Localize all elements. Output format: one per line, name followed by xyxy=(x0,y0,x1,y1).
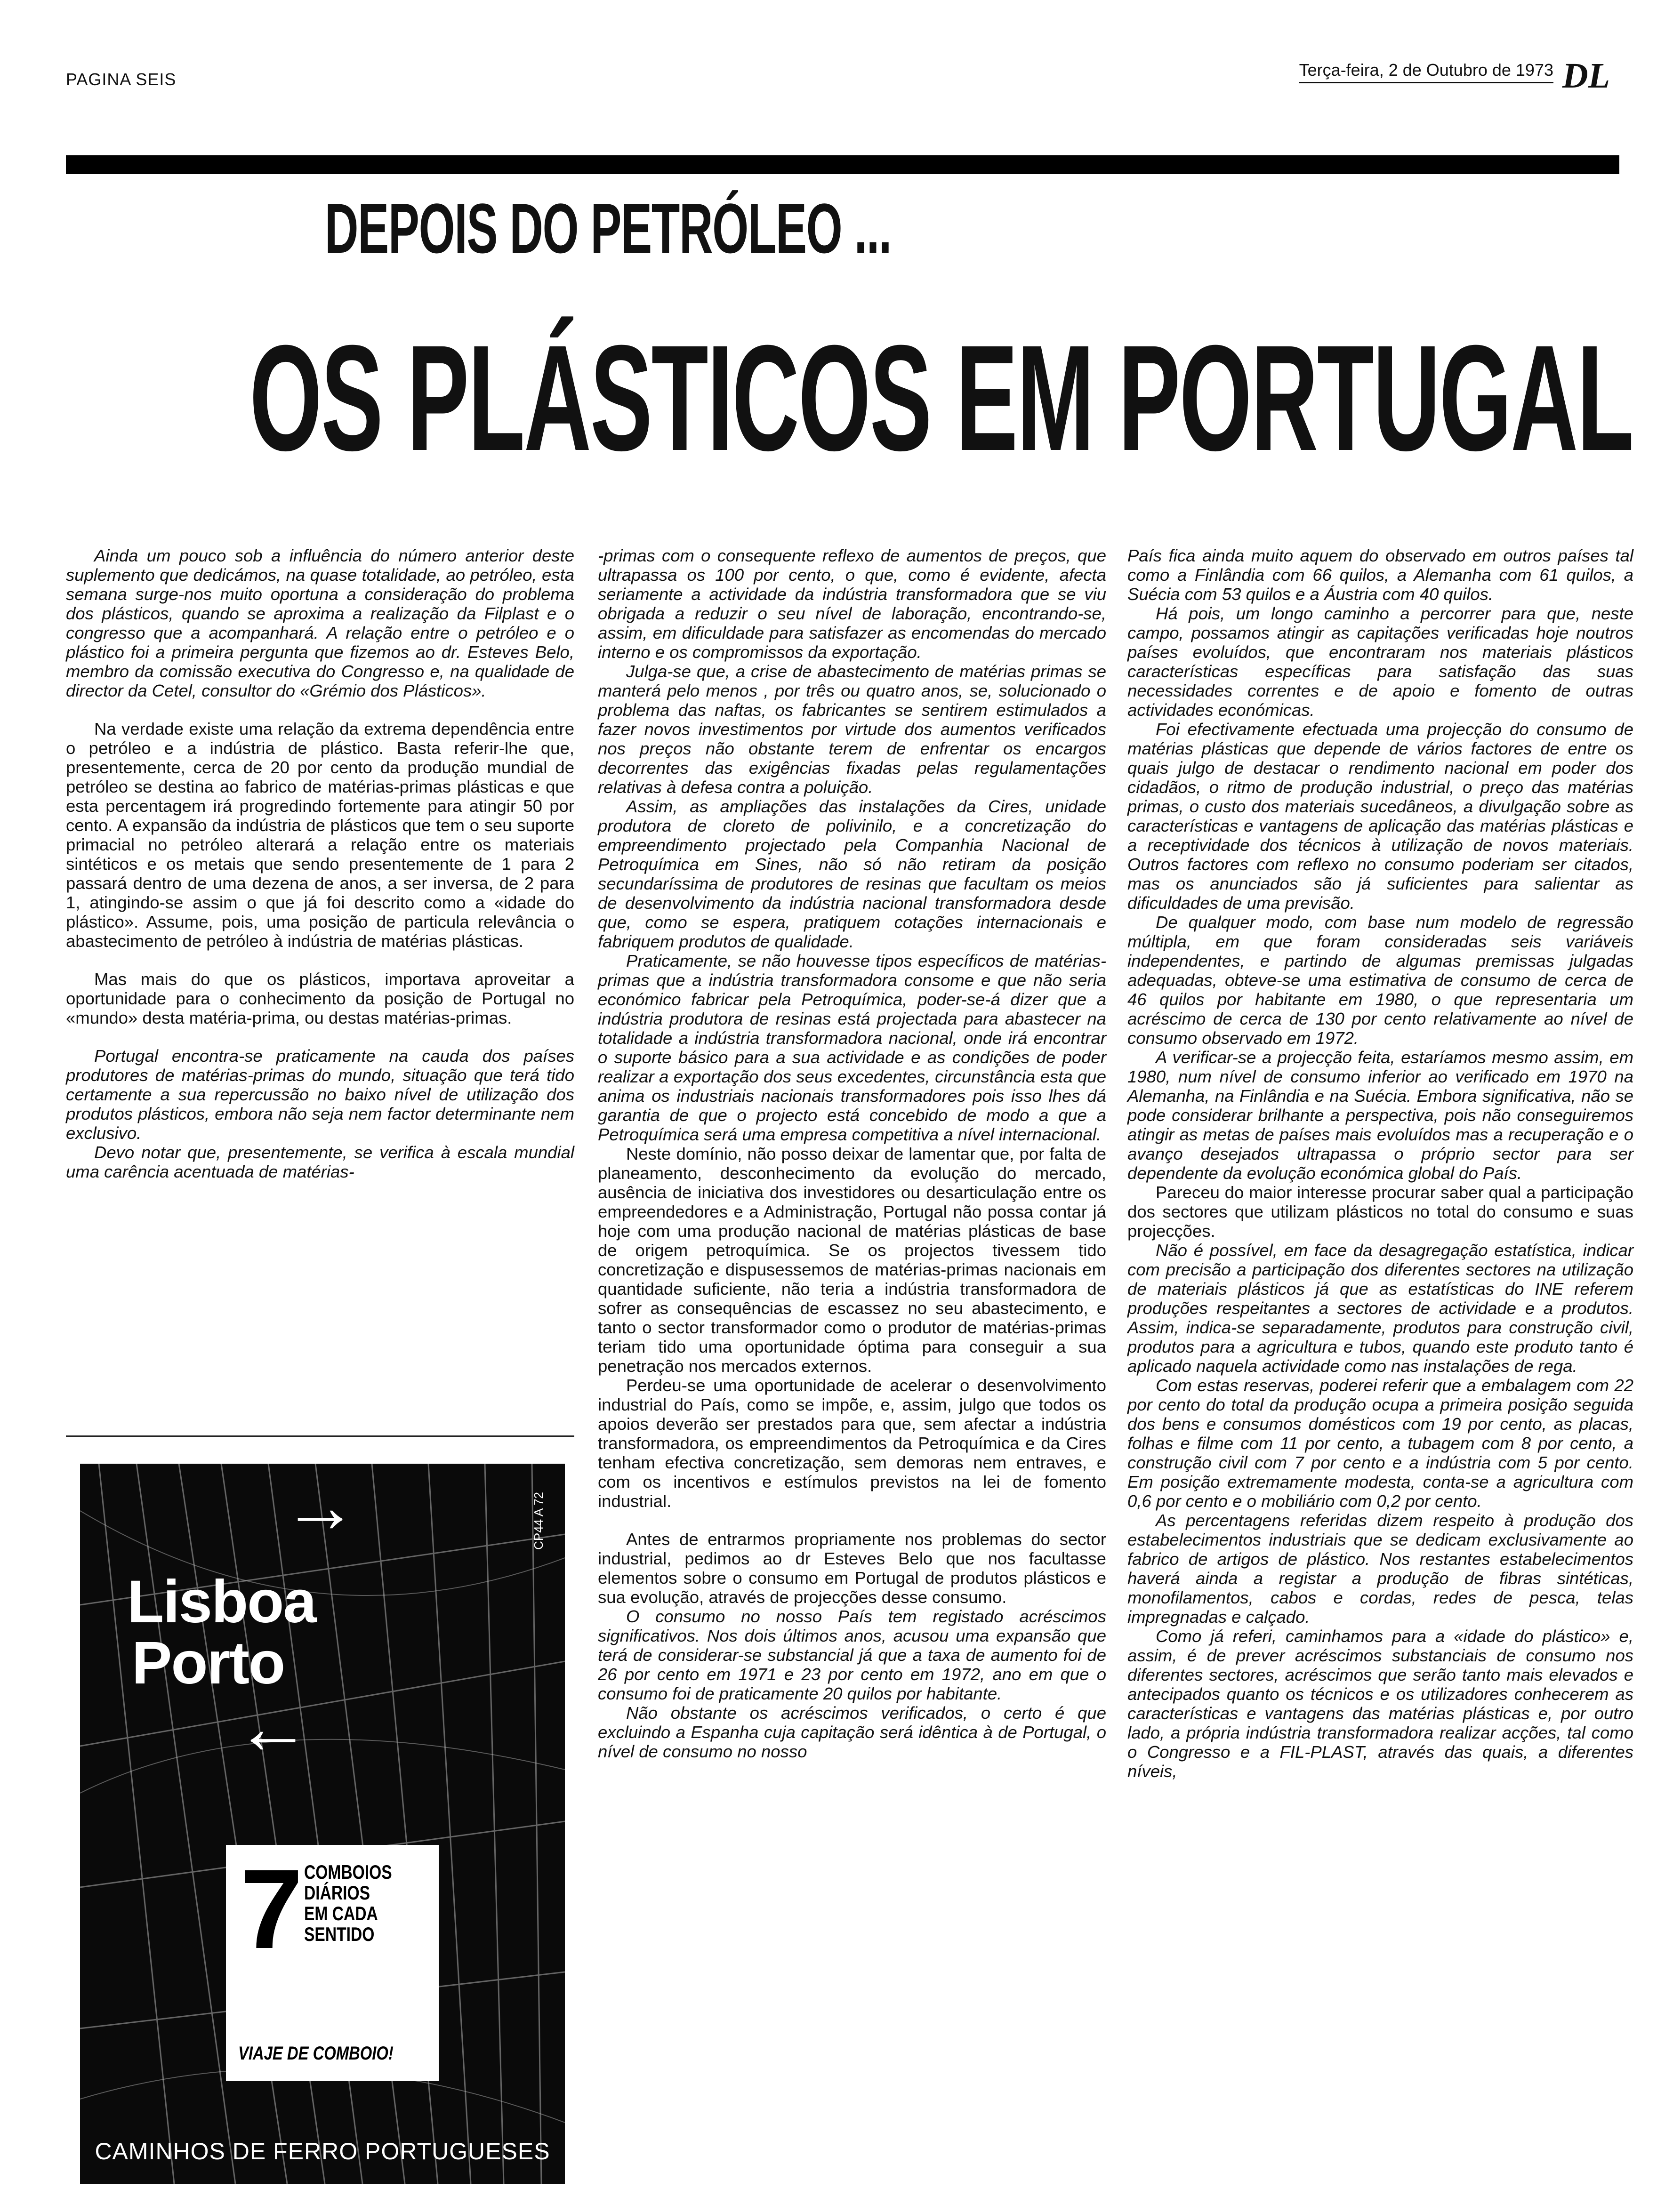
article-paragraph: A verificar-se a projecção feita, estaríamos mesmo assim, em 1980, num nível de consumo inferior ao verificado em 1970 na Alemanha, na Finlândia e na Suécia. Embora significativa, não se pode considerar brilhante a perspectiva, pois não conseguiremos atingir as metas de países mais evoluídos mas a recuperação e o avanço desejados ultrapassa o próprio sector para ser dependente da evolução económica global do País. xyxy=(1127,1048,1633,1183)
article-paragraph: Há pois, um longo caminho a percorrer para que, neste campo, possamos atingir as capitações verificadas hoje noutros países evoluídos, que encontraram nos materiais plásticos características específicas para satisfação das suas necessidades correntes e de apoio e fomento de outras actividades económicas. xyxy=(1127,604,1633,720)
article-paragraph: O consumo no nosso País tem registado acréscimos significativos. Nos dois últimos anos, acusou uma expansão que terá de considerar-se substancial já que a taxa de aumento foi de 26 por cento em 1971 e 23 por cento em 1972, ano em que o consumo foi de praticamente 20 quilos por habitante. xyxy=(598,1607,1106,1703)
article-paragraph: Com estas reservas, poderei referir que a embalagem com 22 por cento do total da produção ocupa a primeira posição seguida dos bens e consumos domésticos com 19 por cento, as placas, folhas e filme com 11 por cento, a tubagem com 8 por cento, a construção civil com 7 por cento e a indústria com 5 por cento. Em posição extremamente modesta, conta-se a agricultura com 0,6 por cento e o mobiliário com 0,2 por cento. xyxy=(1127,1376,1633,1511)
article-paragraph: Assim, as ampliações das instalações da Cires, unidade produtora de cloreto de polivinilo, e a concretização do empreendimento projectado pela Companhia Nacional de Petroquímica em Sines, não só não retiram da posição secundaríssima de produtores de resinas que facultam os meios de desenvolvimento da indústria nacional transformadora desde que, como se espera, pratiquem cotações internacionais e fabriquem produtos de qualidade. xyxy=(598,797,1106,951)
ad-trains-line2: DIÁRIOS xyxy=(304,1882,370,1904)
article-paragraph: País fica ainda muito aquem do observado em outros países tal como a Finlândia com 66 quilos, a Alemanha com 61 quilos, a Suécia com 53 quilos e a Áustria com 40 quilos. xyxy=(1127,546,1633,604)
ad-trains-line4: SENTIDO xyxy=(304,1923,375,1945)
ad-footer: CAMINHOS DE FERRO PORTUGUESES xyxy=(95,2138,550,2164)
article-paragraph: Julga-se que, a crise de abastecimento de matérias primas se manterá pelo menos , por três ou quatro anos, se, solucionado o problema das naftas, os fabricantes se sentirem estimulados a fazer novos investimentos por virtude dos aumentos verificados nos preços não obstante terem de enfrentar os encargos decorrentes das exigências fixadas pelas regulamentações relativas à defesa contra a poluição. xyxy=(598,662,1106,797)
headline-title: OS PLÁSTICOS EM PORTUGAL xyxy=(249,313,1633,482)
arrow-left-icon: ← xyxy=(235,1685,311,1769)
masthead-logo: DL xyxy=(1562,56,1610,96)
article-column-3 xyxy=(1127,546,1633,1781)
headline-kicker: DEPOIS DO PETRÓLEO ... xyxy=(325,189,892,268)
article-paragraph: -primas com o consequente reflexo de aumentos de preços, que ultrapassa os 100 por cento, o que, como é evidente, afecta seriamente a actividade da indústria transformadora que se viu obrigada a reduzir o seu nível de laboração, encontrando-se, assim, em dificuldade para satisfazer as encomendas do mercado interno e os compromissos da exportação. xyxy=(598,546,1106,662)
article-column-1 xyxy=(66,546,574,1181)
article-paragraph: As percentagens referidas dizem respeito à produção dos estabelecimentos industriais que se dedicam exclusivamente ao fabrico de artigos de plástico. Nos restantes estabelecimentos haverá ainda a registar a produção de fibras sintéticas, monofilamentos, cabos e cordas, redes de pesca, telas impregnadas e calçado. xyxy=(1127,1511,1633,1627)
ad-trains-text xyxy=(304,1862,392,1945)
arrow-right-icon: → xyxy=(282,1464,358,1548)
article-column-2 xyxy=(598,546,1106,1761)
ad-top-rule xyxy=(66,1435,574,1437)
article-paragraph: Neste domínio, não posso deixar de lamentar que, por falta de planeamento, desconhecimento da evolução do mercado, ausência de iniciativa dos investidores ou desarticulação entre os empreendedores e a Administração, Portugal não possa contar já hoje com uma produção nacional de matérias plásticas de base de origem petroquímica. Se os projectos tivessem tido concretização e dispusessemos de matérias-primas nacionais em quantidade suficiente, não teria a indústria transformadora de sofrer as consequências de escassez no seu abastecimento, e tanto o sector transformador como o produtor de matérias-primas teriam tido uma oportunidade óptima para conseguir a sua penetração nos mercados externos. xyxy=(598,1144,1106,1376)
ad-slogan: VIAJE DE COMBOIO! xyxy=(238,2043,394,2064)
article-paragraph: Praticamente, se não houvesse tipos específicos de matérias-primas que a indústria transformadora consome e que não seria económico fabricar pela Petroquímica, poder-se-á dizer que a indústria produtora de resinas está projectada para abastecer na totalidade a indústria transformadora nacional, onde irá encontrar o suporte básico para a sua actividade e as condições de poder realizar a exportação dos seus excedentes, circunstância esta que anima os industriais nacionais transformadores pois isso lhes dá garantia de que o projecto está concebido de modo a que a Petroquímica será uma empresa competitiva a nível internacional. xyxy=(598,951,1106,1144)
page-header-date: Terça-feira, 2 de Outubro de 1973 xyxy=(1299,60,1553,83)
ad-trains-line1: COMBOIOS xyxy=(304,1861,392,1883)
article-paragraph: Perdeu-se uma oportunidade de acelerar o desenvolvimento industrial do País, como se impõe, e, assim, julgo que todos os apoios deverão ser prestados para que, sem afectar a indústria transformadora, os empreendimentos da Petroquímica e da Cires tenham efectiva concretização, sem demoras nem entraves, e com os incentivos e estímulos previstos na lei de fomento industrial. xyxy=(598,1376,1106,1511)
article-paragraph: Não é possível, em face da desagregação estatística, indicar com precisão a participação dos diferentes sectores na utilização de materiais plásticos já que as estatísticas do INE referem produções respeitantes a sectores de actividade e a produtos. Assim, indica-se separadamente, produtos para construção civil, produtos para a agricultura e tubos, quando este produto tanto é aplicado naquela actividade como nas instalações de rega. xyxy=(1127,1241,1633,1376)
ad-number: 7 xyxy=(240,1846,303,1972)
ad-trains-line3: EM CADA xyxy=(304,1902,378,1924)
article-paragraph: Mas mais do que os plásticos, importava aproveitar a oportunidade para o conhecimento da posição de Portugal no «mundo» desta matéria-prima, ou destas matérias-primas. xyxy=(66,970,574,1027)
page-header-section: PAGINA SEIS xyxy=(66,70,177,89)
article-paragraph: Antes de entrarmos propriamente nos problemas do sector industrial, pedimos ao dr Esteves Belo que nos facultasse elementos sobre o consumo em Portugal de produtos plásticos e sua evolução, através de projecções desse consumo. xyxy=(598,1530,1106,1607)
ad-code: CP44 A 72 xyxy=(531,1492,546,1550)
train-advertisement xyxy=(80,1464,565,2184)
article-paragraph: Foi efectivamente efectuada uma projecção do consumo de matérias plásticas que depende de vários factores de entre os quais julgo de destacar o rendimento nacional em poder dos cidadãos, o ritmo de produção industrial, o preço das matérias primas, o custo dos materiais sucedâneos, a divulgação sobre as características e vantagens de aplicação das matérias plásticas e a receptividade dos técnicos à utilização de novos materiais. Outros factores com reflexo no consumo poderiam ser citados, mas os anunciados são já suficientes para salientar as dificuldades de uma previsão. xyxy=(1127,720,1633,913)
article-paragraph: Ainda um pouco sob a influência do número anterior deste suplemento que dedicámos, na quase totalidade, ao petróleo, esta semana surge-nos muito oportuna a consideração do problema dos plásticos, quando se aproxima a realização da Filplast e o congresso que a acompanhará. A relação entre o petróleo e o plástico foi a primeira pergunta que fizemos ao dr. Esteves Belo, membro da comissão executiva do Congresso e, na qualidade de director da Cetel, consultor do «Grémio dos Plásticos». xyxy=(66,546,574,700)
article-paragraph: Pareceu do maior interesse procurar saber qual a participação dos sectores que utilizam plásticos no total do consumo e suas projecções. xyxy=(1127,1183,1633,1241)
article-paragraph: Na verdade existe uma relação da extrema dependência entre o petróleo e a indústria de plástico. Basta referir-lhe que, presentemente, cerca de 20 por cento da produção mundial de petróleo se destina ao fabrico de matérias-primas plásticas e que esta percentagem irá progredindo fortemente para atingir 50 por cento. A expansão da indústria de plásticos que tem o seu suporte primacial no petróleo alterará a relação entre os materiais sintéticos e os metais que sendo presentemente de 1 para 2 passará dentro de uma dezena de anos, a ser inversa, de 2 para 1, atingindo-se assim o que já foi descrito como a «idade do plástico». Assume, pois, uma posição de particula relevância o abastecimento de petróleo à indústria de matérias plásticas. xyxy=(66,719,574,951)
article-paragraph: Não obstante os acréscimos verificados, o certo é que excluindo a Espanha cuja capitação será idêntica à de Portugal, o nível de consumo no nosso xyxy=(598,1703,1106,1761)
ad-city-lisboa: Lisboa xyxy=(127,1568,316,1635)
article-paragraph: Devo notar que, presentemente, se verifica à escala mundial uma carência acentuada de matérias- xyxy=(66,1143,574,1181)
ad-box xyxy=(226,1845,439,2081)
top-rule xyxy=(66,155,1619,174)
article-paragraph: Como já referi, caminhamos para a «idade do plástico» e, assim, é de prever acréscimos substanciais de consumo nos diferentes sectores, acréscimos que serão tanto mais elevados e antecipados quanto os técnicos e os utilizadores conhecerem as características e vantagens das matérias plásticas e, por outro lado, a própria indústria transformadora realizar acções, tal como o Congresso e a FIL-PLAST, através das quais, a diferentes níveis, xyxy=(1127,1627,1633,1781)
article-paragraph: De qualquer modo, com base num modelo de regressão múltipla, em que foram consideradas seis variáveis independentes, e partindo de algumas premissas julgadas adequadas, obteve-se uma estimativa de consumo de cerca de 46 quilos por habitante em 1980, o que representaria um acréscimo de cerca de 130 por cento relativamente ao nível de consumo observado em 1972. xyxy=(1127,913,1633,1048)
ad-city-porto: Porto xyxy=(132,1629,285,1697)
article-paragraph: Portugal encontra-se praticamente na cauda dos países produtores de matérias-primas do mundo, situação que terá tido certamente a sua repercussão no baixo nível de utilização dos produtos plásticos, embora não seja nem factor determinante nem exclusivo. xyxy=(66,1046,574,1143)
